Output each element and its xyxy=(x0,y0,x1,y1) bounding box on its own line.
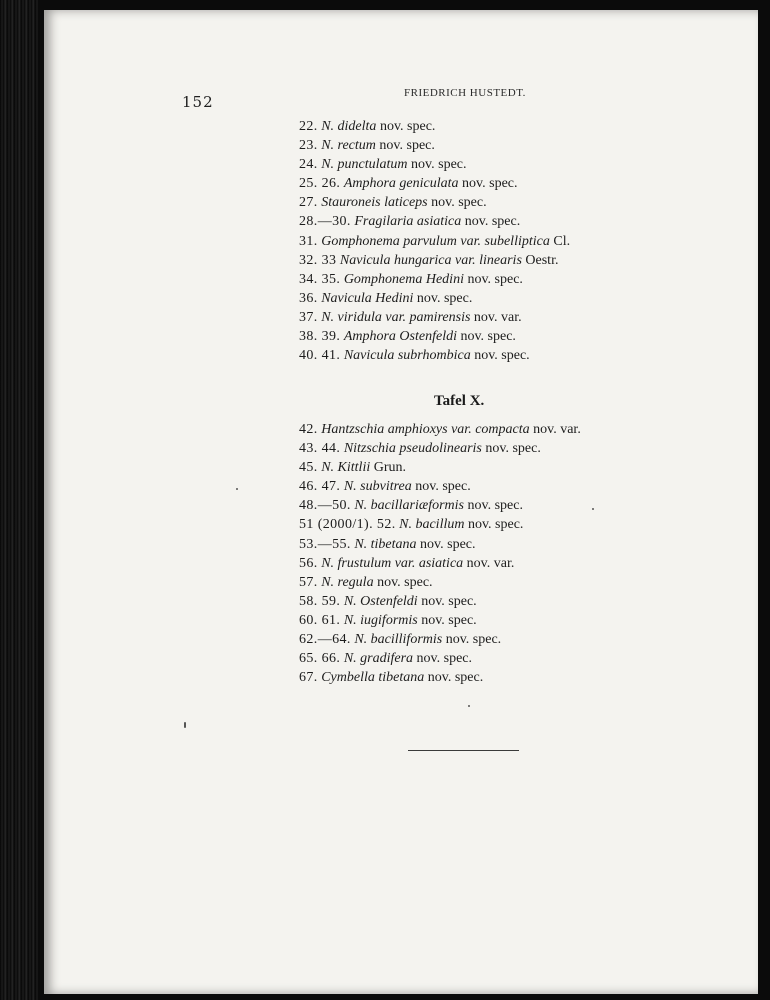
list-entry xyxy=(299,346,570,365)
list-entry xyxy=(299,477,581,496)
taxon-name: Hantzschia amphioxys var. compacta xyxy=(321,422,530,437)
list-entry xyxy=(299,232,570,251)
taxon-name: N. subvitrea xyxy=(343,479,412,495)
list-entry xyxy=(299,270,570,289)
taxon-status: nov. spec. xyxy=(416,651,473,667)
taxon-status: nov. spec. xyxy=(467,271,523,287)
entry-number: 42. xyxy=(299,422,318,437)
list-entry xyxy=(299,117,570,136)
list-entry xyxy=(299,554,581,573)
taxon-status: nov. spec. xyxy=(485,441,541,457)
taxon-name: Navicula subrhombica xyxy=(343,348,471,364)
taxon-name: N. iugiformis xyxy=(343,612,418,628)
taxon-name: N. viridula var. pamirensis xyxy=(321,309,471,325)
entry-number: 65. 66. xyxy=(299,651,341,667)
tafel-x-title: Tafel X. xyxy=(434,393,485,409)
taxon-name: N. bacillariæformis xyxy=(354,498,464,514)
taxon-name: N. frustulum var. asiatica xyxy=(321,555,464,571)
list-entry xyxy=(299,155,570,174)
taxon-status: Oestr. xyxy=(525,252,559,268)
entry-number: 51 (2000/1). 52. xyxy=(299,517,396,533)
taxon-name: Stauroneis laticeps xyxy=(321,195,428,211)
list-entry xyxy=(299,515,581,534)
taxon-status: nov. spec. xyxy=(415,479,471,495)
entry-number: 40. 41. xyxy=(299,348,341,364)
taxon-status: Grun. xyxy=(373,460,406,476)
entry-number: 48.—50. xyxy=(299,498,351,514)
taxon-name: Navicula hungarica var. linearis xyxy=(339,252,522,268)
list-entry xyxy=(299,592,581,611)
taxon-status: nov. spec. xyxy=(431,195,487,211)
taxon-status: nov. spec. xyxy=(420,536,476,552)
list-entry xyxy=(299,212,570,231)
list-entry xyxy=(299,630,581,649)
list-entry xyxy=(299,174,570,193)
taxon-status: nov. spec. xyxy=(467,498,523,514)
taxon-name: N. tibetana xyxy=(354,536,417,552)
taxon-status: nov. spec. xyxy=(427,670,484,686)
entry-number: 62.—64. xyxy=(299,632,351,648)
entry-number: 43. 44. xyxy=(299,441,341,457)
list-entry xyxy=(299,420,581,439)
taxon-name: Amphora Ostenfeldi xyxy=(343,329,457,345)
scan-speck xyxy=(236,488,238,490)
entry-number: 25. 26. xyxy=(299,176,341,192)
taxon-name: Gomphonema Hedini xyxy=(343,271,464,287)
book-spine-edge xyxy=(0,0,38,1000)
list-entry xyxy=(299,251,570,270)
entry-number: 34. 35. xyxy=(299,271,341,287)
taxon-name: Amphora geniculata xyxy=(343,176,459,192)
taxon-name: N. Ostenfeldi xyxy=(343,593,418,609)
taxon-status: nov. spec. xyxy=(411,157,467,173)
entry-number: 24. xyxy=(299,157,318,173)
taxon-name: Fragilaria asiatica xyxy=(354,214,462,230)
taxon-status: Cl. xyxy=(553,233,571,249)
list-entry xyxy=(299,496,581,515)
taxon-status: nov. spec. xyxy=(377,574,433,590)
taxon-name: N. didelta xyxy=(321,119,377,134)
taxon-name: N. bacilliformis xyxy=(354,632,443,648)
list-entry xyxy=(299,289,570,308)
running-head: FRIEDRICH HUSTEDT. xyxy=(404,87,526,99)
taxon-status: nov. var. xyxy=(466,555,515,571)
taxon-name: N. punctulatum xyxy=(321,157,408,173)
entry-number: 57. xyxy=(299,574,318,590)
entry-number: 37. xyxy=(299,309,318,325)
taxon-name: Cymbella tibetana xyxy=(321,670,425,686)
taxon-status: nov. spec. xyxy=(421,593,477,609)
entry-number: 45. xyxy=(299,460,318,476)
list-entry xyxy=(299,458,581,477)
taxon-name: N. Kittlii xyxy=(321,460,371,476)
taxon-name: N. bacillum xyxy=(399,517,465,533)
taxon-status: nov. spec. xyxy=(460,329,516,345)
taxon-status: nov. spec. xyxy=(474,348,530,364)
list-entry xyxy=(299,573,581,592)
entry-number: 38. 39. xyxy=(299,329,341,345)
list-entry xyxy=(299,668,581,687)
tafel-x-list xyxy=(299,420,581,687)
taxon-status: nov. spec. xyxy=(445,632,502,648)
taxon-status: nov. spec. xyxy=(467,517,524,533)
taxon-status: nov. var. xyxy=(533,422,581,437)
end-rule xyxy=(408,750,519,751)
taxon-status: nov. spec. xyxy=(379,138,435,154)
entry-number: 28.—30. xyxy=(299,214,351,230)
entry-number: 36. xyxy=(299,290,318,306)
list-entry xyxy=(299,649,581,668)
taxon-name: Gomphonema parvulum var. subelliptica xyxy=(321,233,550,249)
entry-number: 56. xyxy=(299,555,318,571)
entry-number: 46. 47. xyxy=(299,479,341,495)
entry-number: 67. xyxy=(299,670,318,686)
scan-speck xyxy=(468,705,470,707)
taxon-status: nov. spec. xyxy=(421,612,477,628)
list-entry xyxy=(299,136,570,155)
taxon-name: N. rectum xyxy=(321,138,376,154)
taxon-name: N. gradifera xyxy=(343,651,414,667)
page-number: 152 xyxy=(182,93,214,111)
taxon-status: nov. var. xyxy=(473,309,522,325)
entry-number: 58. 59. xyxy=(299,593,341,609)
taxon-name: Nitzschia pseudolinearis xyxy=(343,441,482,457)
entry-number: 60. 61. xyxy=(299,612,341,628)
taxon-status: nov. spec. xyxy=(379,119,436,134)
taxon-name: N. regula xyxy=(321,574,374,590)
scan-speck xyxy=(592,508,594,510)
taxon-status: nov. spec. xyxy=(464,214,521,230)
entry-number: 23. xyxy=(299,138,318,154)
taxon-status: nov. spec. xyxy=(462,176,518,192)
list-entry xyxy=(299,308,570,327)
plate-explanation-list-continued xyxy=(299,117,570,365)
taxon-status: nov. spec. xyxy=(416,290,473,306)
entry-number: 32. 33 xyxy=(299,252,337,268)
scan-speck xyxy=(184,722,186,728)
entry-number: 22. xyxy=(299,119,318,134)
list-entry xyxy=(299,327,570,346)
entry-number: 27. xyxy=(299,195,318,211)
taxon-name: Navicula Hedini xyxy=(321,290,414,306)
list-entry xyxy=(299,193,570,212)
list-entry xyxy=(299,439,581,458)
list-entry xyxy=(299,611,581,630)
list-entry xyxy=(299,535,581,554)
entry-number: 31. xyxy=(299,233,318,249)
entry-number: 53.—55. xyxy=(299,536,351,552)
